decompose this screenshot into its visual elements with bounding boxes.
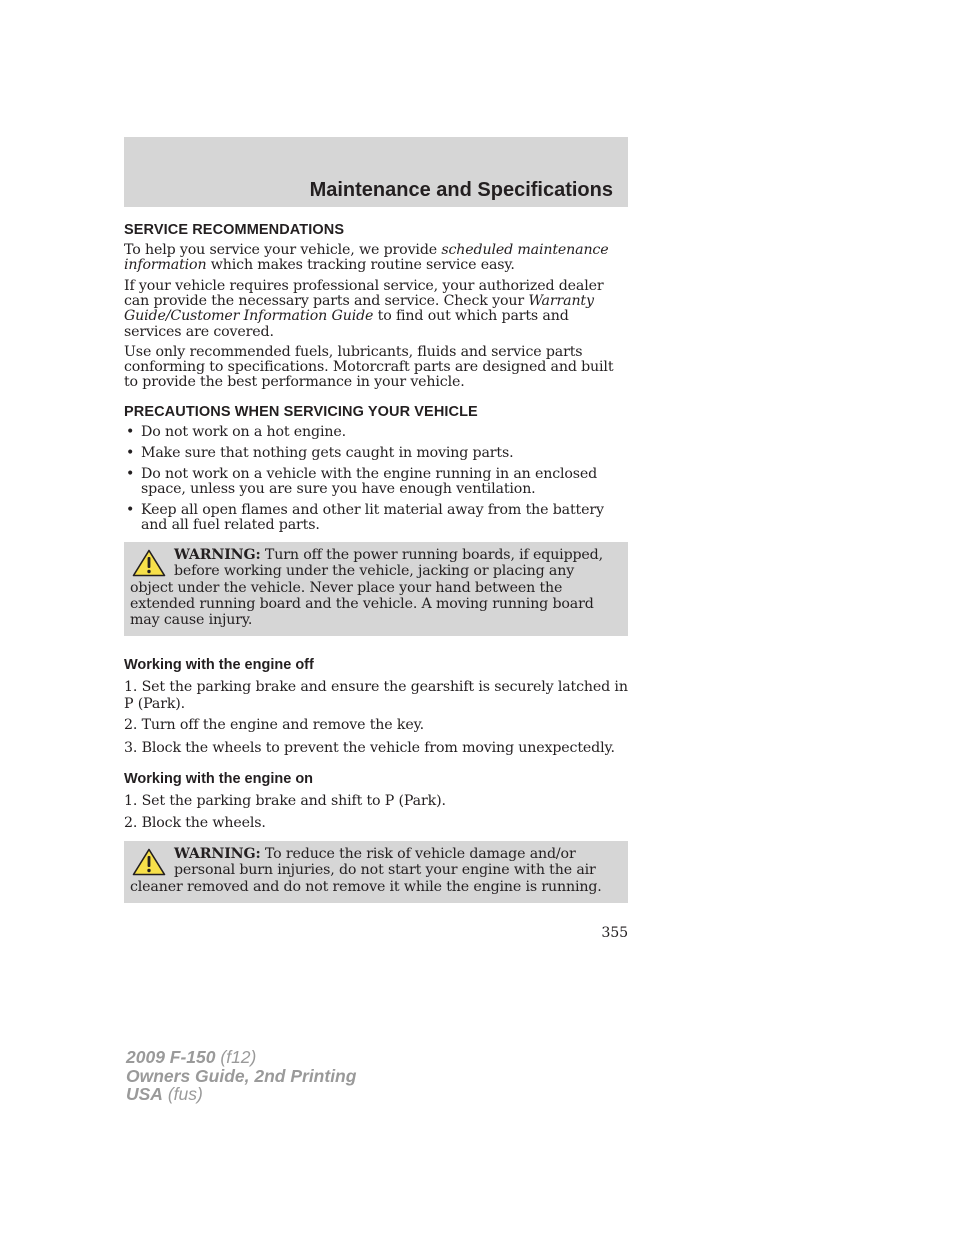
service-p1-text-b: which makes tracking routine service easy. bbox=[206, 257, 515, 274]
service-p2-text-a: If your vehicle requires professional service, your authorized dealer can provide the necessary parts and service. Check your bbox=[124, 278, 604, 310]
service-paragraph-1 bbox=[124, 243, 628, 273]
footer-line-2: Owners Guide, 2nd Printing bbox=[126, 1066, 357, 1086]
warning-label: WARNING: bbox=[174, 846, 261, 862]
warning-triangle-icon bbox=[132, 848, 166, 876]
engine-on-heading: Working with the engine on bbox=[124, 771, 314, 787]
bullet-dot: • bbox=[126, 445, 135, 461]
footer-model-code: (f12) bbox=[215, 1047, 257, 1067]
bullet-dot: • bbox=[126, 502, 135, 518]
footer-market: USA bbox=[126, 1084, 163, 1104]
warning-box-1 bbox=[124, 542, 628, 636]
service-p2-emphasis: Warranty Guide/Customer Information Guide bbox=[124, 293, 594, 325]
list-item-text: Keep all open flames and other lit material away from the battery and all fuel related parts. bbox=[141, 502, 604, 534]
warning-text: Turn off the power running boards, if equipped, before working under the vehicle, jacking or placing any object under the vehicle. Never place your hand between the extended running board and the vehicle. A moving running board may cause injury. bbox=[130, 547, 603, 629]
list-item-text: Do not work on a vehicle with the engine running in an enclosed space, unless you are sure you have enough ventilation. bbox=[141, 466, 598, 498]
service-p1-emphasis: scheduled maintenance information bbox=[124, 242, 609, 274]
footer-line-3 bbox=[126, 1085, 203, 1103]
engine-off-heading: Working with the engine off bbox=[124, 657, 314, 673]
list-item bbox=[124, 503, 628, 533]
warning-label: WARNING: bbox=[174, 547, 261, 563]
footer-line-1 bbox=[126, 1048, 256, 1066]
engine-off-step: 2. Turn off the engine and remove the key. bbox=[124, 717, 424, 733]
engine-off-step: 1. Set the parking brake and ensure the gearshift is securely latched in P (Park). bbox=[124, 679, 628, 712]
list-item bbox=[124, 446, 628, 461]
list-item bbox=[124, 425, 628, 440]
bullet-dot: • bbox=[126, 466, 135, 482]
list-item-text: Do not work on a hot engine. bbox=[141, 424, 346, 440]
page-number: 355 bbox=[601, 925, 628, 941]
service-paragraph-2 bbox=[124, 279, 628, 340]
engine-on-step: 1. Set the parking brake and shift to P (Park). bbox=[124, 793, 446, 809]
header-band bbox=[124, 137, 628, 207]
service-heading: SERVICE RECOMMENDATIONS bbox=[124, 222, 345, 238]
warning-triangle-icon bbox=[132, 549, 166, 577]
service-p1-text-a: To help you service your vehicle, we provide bbox=[124, 242, 442, 258]
precautions-heading: PRECAUTIONS WHEN SERVICING YOUR VEHICLE bbox=[124, 404, 478, 420]
engine-on-step: 2. Block the wheels. bbox=[124, 815, 266, 831]
warning-text: To reduce the risk of vehicle damage and/or personal burn injuries, do not start your engine with the air cleaner removed and do not remove it while the engine is running. bbox=[130, 846, 602, 895]
list-item-text: Make sure that nothing gets caught in moving parts. bbox=[141, 445, 514, 461]
footer-model: 2009 F-150 bbox=[126, 1047, 216, 1067]
warning-box-2 bbox=[124, 841, 628, 903]
footer-market-code: (fus) bbox=[162, 1084, 203, 1104]
service-paragraph-3: Use only recommended fuels, lubricants, fluids and service parts conforming to specifications. Motorcraft parts are designed and built to provide the best performance in your vehicle. bbox=[124, 344, 614, 391]
page-section-title: Maintenance and Specifications bbox=[309, 179, 613, 201]
engine-off-step: 3. Block the wheels to prevent the vehicle from moving unexpectedly. bbox=[124, 740, 615, 756]
list-item bbox=[124, 467, 628, 497]
bullet-dot: • bbox=[126, 424, 135, 440]
service-p2-text-b: to find out which parts and services are covered. bbox=[124, 308, 569, 340]
